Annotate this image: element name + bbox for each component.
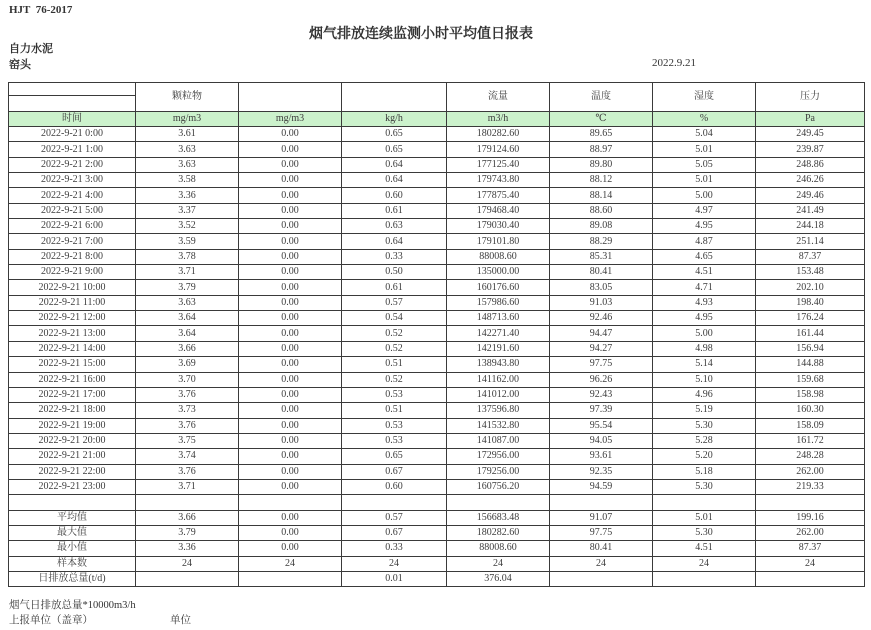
cell: 179101.80	[447, 234, 550, 249]
cell: 5.20	[653, 449, 756, 464]
cell: 5.04	[653, 127, 756, 142]
cell: 159.68	[756, 372, 865, 387]
cell: 0.00	[239, 449, 342, 464]
corner-cell-top	[9, 83, 136, 96]
cell: 179124.60	[447, 142, 550, 157]
cell: 0.60	[342, 188, 447, 203]
unit-m3h: m3/h	[447, 112, 550, 127]
cell: 0.64	[342, 234, 447, 249]
cell: 0.60	[342, 479, 447, 494]
cell: 4.71	[653, 280, 756, 295]
cell: 0.67	[342, 525, 447, 540]
cell: 91.03	[550, 295, 653, 310]
cell: 219.33	[756, 479, 865, 494]
unit-mgm3-1: mg/m3	[136, 112, 239, 127]
col-group-pressure: 压力	[756, 83, 865, 112]
cell: 5.01	[653, 173, 756, 188]
cell: 0.00	[239, 541, 342, 556]
cell: 141087.00	[447, 433, 550, 448]
unit-percent: %	[653, 112, 756, 127]
cell: 161.72	[756, 433, 865, 448]
cell: 0.61	[342, 280, 447, 295]
cell: 176.24	[756, 311, 865, 326]
cell: 2022-9-21 22:00	[9, 464, 136, 479]
cell: 3.76	[136, 464, 239, 479]
unit-header-row	[9, 112, 865, 127]
cell: 88.60	[550, 203, 653, 218]
cell: 4.98	[653, 341, 756, 356]
cell: 249.46	[756, 188, 865, 203]
cell: 3.37	[136, 203, 239, 218]
cell: 3.59	[136, 234, 239, 249]
cell: 2022-9-21 14:00	[9, 341, 136, 356]
cell: 0.00	[239, 173, 342, 188]
cell: 2022-9-21 11:00	[9, 295, 136, 310]
cell: 2022-9-21 8:00	[9, 249, 136, 264]
cell: 0.67	[342, 464, 447, 479]
cell: 91.07	[550, 510, 653, 525]
cell: 2022-9-21 18:00	[9, 403, 136, 418]
cell: 2022-9-21 21:00	[9, 449, 136, 464]
cell: 97.39	[550, 403, 653, 418]
table-row	[9, 387, 865, 402]
cell: 0.00	[239, 249, 342, 264]
monitoring-data-table	[8, 82, 865, 587]
cell: 0.00	[239, 219, 342, 234]
table-row	[9, 372, 865, 387]
summary-row	[9, 510, 865, 525]
cell: 0.53	[342, 433, 447, 448]
cell: 142271.40	[447, 326, 550, 341]
cell: 最大值	[9, 525, 136, 540]
cell: 0.00	[239, 127, 342, 142]
cell: 3.64	[136, 326, 239, 341]
cell: 0.00	[239, 464, 342, 479]
cell: 5.00	[653, 188, 756, 203]
cell: 3.64	[136, 311, 239, 326]
cell: 5.10	[653, 372, 756, 387]
cell: 94.05	[550, 433, 653, 448]
cell: 85.31	[550, 249, 653, 264]
table-row	[9, 142, 865, 157]
cell: 3.66	[136, 341, 239, 356]
cell: 0.51	[342, 357, 447, 372]
cell: 0.65	[342, 142, 447, 157]
cell: 0.52	[342, 341, 447, 356]
cell	[447, 495, 550, 510]
cell: 4.97	[653, 203, 756, 218]
cell: 5.14	[653, 357, 756, 372]
cell: 24	[550, 556, 653, 571]
company-name: 自力水泥	[9, 43, 53, 55]
cell: 3.75	[136, 433, 239, 448]
cell: 4.96	[653, 387, 756, 402]
col-group-flow: 流量	[447, 83, 550, 112]
cell: 0.53	[342, 418, 447, 433]
cell: 158.09	[756, 418, 865, 433]
cell: 88.97	[550, 142, 653, 157]
cell: 5.30	[653, 525, 756, 540]
unit-mgm3-2: mg/m3	[239, 112, 342, 127]
cell	[136, 571, 239, 586]
cell: 0.00	[239, 403, 342, 418]
table-row	[9, 464, 865, 479]
cell	[239, 571, 342, 586]
cell: 2022-9-21 4:00	[9, 188, 136, 203]
summary-row	[9, 556, 865, 571]
cell: 0.33	[342, 541, 447, 556]
table-row	[9, 326, 865, 341]
cell: 最小值	[9, 541, 136, 556]
cell: 4.93	[653, 295, 756, 310]
cell: 135000.00	[447, 265, 550, 280]
cell: 24	[756, 556, 865, 571]
table-row	[9, 311, 865, 326]
cell: 248.28	[756, 449, 865, 464]
cell: 0.00	[239, 203, 342, 218]
cell	[653, 571, 756, 586]
cell: 3.79	[136, 280, 239, 295]
cell: 日排放总量(t/d)	[9, 571, 136, 586]
cell: 161.44	[756, 326, 865, 341]
cell: 0.00	[239, 142, 342, 157]
cell: 3.63	[136, 295, 239, 310]
col-group-particulate: 颗粒物	[136, 83, 239, 112]
cell: 148713.60	[447, 311, 550, 326]
cell: 0.00	[239, 510, 342, 525]
cell: 3.52	[136, 219, 239, 234]
cell: 87.37	[756, 541, 865, 556]
cell: 0.00	[239, 280, 342, 295]
cell	[756, 495, 865, 510]
cell: 179256.00	[447, 464, 550, 479]
table-row	[9, 418, 865, 433]
cell: 2022-9-21 12:00	[9, 311, 136, 326]
cell: 376.04	[447, 571, 550, 586]
cell: 0.00	[239, 525, 342, 540]
cell: 0.00	[239, 234, 342, 249]
cell: 2022-9-21 17:00	[9, 387, 136, 402]
cell: 95.54	[550, 418, 653, 433]
cell: 0.00	[239, 188, 342, 203]
cell: 198.40	[756, 295, 865, 310]
cell: 88008.60	[447, 249, 550, 264]
col-group-humidity: 湿度	[653, 83, 756, 112]
cell: 4.51	[653, 265, 756, 280]
cell: 80.41	[550, 541, 653, 556]
cell: 241.49	[756, 203, 865, 218]
cell: 157986.60	[447, 295, 550, 310]
cell: 158.98	[756, 387, 865, 402]
cell: 177875.40	[447, 188, 550, 203]
standard-code: HJT 76-2017	[9, 4, 73, 16]
cell: 2022-9-21 15:00	[9, 357, 136, 372]
cell: 262.00	[756, 464, 865, 479]
cell: 0.00	[239, 295, 342, 310]
cell: 246.26	[756, 173, 865, 188]
table-row	[9, 341, 865, 356]
cell: 0.00	[239, 387, 342, 402]
cell: 0.00	[239, 326, 342, 341]
cell: 97.75	[550, 357, 653, 372]
table-row	[9, 188, 865, 203]
cell: 0.51	[342, 403, 447, 418]
cell: 0.50	[342, 265, 447, 280]
cell: 92.46	[550, 311, 653, 326]
cell: 92.35	[550, 464, 653, 479]
cell: 177125.40	[447, 157, 550, 172]
cell: 5.28	[653, 433, 756, 448]
cell	[342, 495, 447, 510]
cell: 179743.80	[447, 173, 550, 188]
cell: 94.27	[550, 341, 653, 356]
cell: 2022-9-21 6:00	[9, 219, 136, 234]
cell: 137596.80	[447, 403, 550, 418]
cell	[9, 495, 136, 510]
cell: 180282.60	[447, 127, 550, 142]
cell: 199.16	[756, 510, 865, 525]
cell: 179468.40	[447, 203, 550, 218]
table-row	[9, 403, 865, 418]
cell: 202.10	[756, 280, 865, 295]
cell: 2022-9-21 1:00	[9, 142, 136, 157]
table-row	[9, 173, 865, 188]
cell: 3.71	[136, 265, 239, 280]
cell: 4.51	[653, 541, 756, 556]
cell: 172956.00	[447, 449, 550, 464]
cell: 5.30	[653, 479, 756, 494]
cell: 0.52	[342, 372, 447, 387]
cell: 样本数	[9, 556, 136, 571]
cell: 89.08	[550, 219, 653, 234]
unit-pa: Pa	[756, 112, 865, 127]
cell: 3.66	[136, 510, 239, 525]
cell: 160.30	[756, 403, 865, 418]
cell: 2022-9-21 23:00	[9, 479, 136, 494]
cell: 3.74	[136, 449, 239, 464]
cell: 0.00	[239, 357, 342, 372]
cell: 5.18	[653, 464, 756, 479]
cell: 4.65	[653, 249, 756, 264]
cell: 5.00	[653, 326, 756, 341]
table-row	[9, 295, 865, 310]
cell: 251.14	[756, 234, 865, 249]
cell: 3.79	[136, 525, 239, 540]
cell: 2022-9-21 16:00	[9, 372, 136, 387]
cell: 0.00	[239, 157, 342, 172]
unit-label: 单位	[170, 615, 191, 626]
cell: 88008.60	[447, 541, 550, 556]
cell: 153.48	[756, 265, 865, 280]
cell: 2022-9-21 9:00	[9, 265, 136, 280]
cell: 138943.80	[447, 357, 550, 372]
cell: 3.58	[136, 173, 239, 188]
cell: 24	[136, 556, 239, 571]
table-row	[9, 219, 865, 234]
cell: 94.47	[550, 326, 653, 341]
summary-row	[9, 541, 865, 556]
station-name: 窑头	[9, 59, 31, 71]
cell: 141162.00	[447, 372, 550, 387]
cell: 142191.60	[447, 341, 550, 356]
cell: 5.05	[653, 157, 756, 172]
cell: 89.80	[550, 157, 653, 172]
cell: 94.59	[550, 479, 653, 494]
cell: 5.19	[653, 403, 756, 418]
cell: 0.00	[239, 372, 342, 387]
cell: 24	[653, 556, 756, 571]
cell: 92.43	[550, 387, 653, 402]
cell: 3.63	[136, 142, 239, 157]
cell: 3.76	[136, 387, 239, 402]
cell: 0.01	[342, 571, 447, 586]
cell: 80.41	[550, 265, 653, 280]
cell: 3.71	[136, 479, 239, 494]
cell: 144.88	[756, 357, 865, 372]
cell: 2022-9-21 19:00	[9, 418, 136, 433]
cell: 0.00	[239, 433, 342, 448]
unit-kgh: kg/h	[342, 112, 447, 127]
cell: 88.14	[550, 188, 653, 203]
cell: 2022-9-21 5:00	[9, 203, 136, 218]
cell: 2022-9-21 0:00	[9, 127, 136, 142]
cell: 0.54	[342, 311, 447, 326]
cell: 179030.40	[447, 219, 550, 234]
cell: 0.64	[342, 173, 447, 188]
cell: 5.30	[653, 418, 756, 433]
cell	[239, 495, 342, 510]
cell: 3.36	[136, 541, 239, 556]
cell: 262.00	[756, 525, 865, 540]
cell: 0.00	[239, 341, 342, 356]
cell: 0.65	[342, 127, 447, 142]
cell: 2022-9-21 13:00	[9, 326, 136, 341]
cell	[136, 495, 239, 510]
cell: 4.95	[653, 219, 756, 234]
cell: 141012.00	[447, 387, 550, 402]
cell	[550, 495, 653, 510]
cell: 244.18	[756, 219, 865, 234]
cell: 0.00	[239, 311, 342, 326]
cell: 88.12	[550, 173, 653, 188]
cell: 249.45	[756, 127, 865, 142]
cell: 160176.60	[447, 280, 550, 295]
cell: 97.75	[550, 525, 653, 540]
cell: 0.61	[342, 203, 447, 218]
flue-gas-total-note: 烟气日排放总量*10000m3/h	[9, 600, 136, 611]
cell	[756, 571, 865, 586]
report-title: 烟气排放连续监测小时平均值日报表	[309, 27, 533, 42]
cell: 160756.20	[447, 479, 550, 494]
cell: 0.57	[342, 295, 447, 310]
table-row	[9, 433, 865, 448]
cell: 4.95	[653, 311, 756, 326]
cell: 4.87	[653, 234, 756, 249]
cell	[550, 571, 653, 586]
table-row	[9, 280, 865, 295]
table-row	[9, 449, 865, 464]
cell: 0.33	[342, 249, 447, 264]
cell: 0.65	[342, 449, 447, 464]
group-header-row	[9, 83, 865, 96]
cell: 88.29	[550, 234, 653, 249]
time-header: 时间	[9, 112, 136, 127]
cell: 2022-9-21 3:00	[9, 173, 136, 188]
cell: 156683.48	[447, 510, 550, 525]
table-row	[9, 234, 865, 249]
cell: 2022-9-21 10:00	[9, 280, 136, 295]
table-row	[9, 249, 865, 264]
summary-row	[9, 525, 865, 540]
cell: 3.76	[136, 418, 239, 433]
corner-cell-bottom	[9, 96, 136, 112]
cell: 3.63	[136, 157, 239, 172]
cell: 3.78	[136, 249, 239, 264]
cell: 0.63	[342, 219, 447, 234]
col-group-blank-1	[239, 83, 342, 112]
reporting-unit-label: 上报单位（盖章）	[9, 615, 93, 626]
cell: 0.52	[342, 326, 447, 341]
table-row	[9, 157, 865, 172]
cell: 2022-9-21 7:00	[9, 234, 136, 249]
cell: 3.69	[136, 357, 239, 372]
cell: 0.00	[239, 479, 342, 494]
report-date: 2022.9.21	[652, 57, 696, 69]
cell: 3.36	[136, 188, 239, 203]
cell: 83.05	[550, 280, 653, 295]
spacer-row	[9, 495, 865, 510]
cell: 239.87	[756, 142, 865, 157]
cell: 平均值	[9, 510, 136, 525]
cell: 0.53	[342, 387, 447, 402]
cell: 3.73	[136, 403, 239, 418]
unit-celsius: ℃	[550, 112, 653, 127]
cell: 141532.80	[447, 418, 550, 433]
table-row	[9, 265, 865, 280]
cell: 248.86	[756, 157, 865, 172]
table-row	[9, 127, 865, 142]
col-group-blank-2	[342, 83, 447, 112]
cell: 93.61	[550, 449, 653, 464]
cell: 87.37	[756, 249, 865, 264]
cell: 24	[239, 556, 342, 571]
cell	[653, 495, 756, 510]
cell: 24	[342, 556, 447, 571]
table-row	[9, 357, 865, 372]
cell: 3.61	[136, 127, 239, 142]
cell: 0.64	[342, 157, 447, 172]
cell: 156.94	[756, 341, 865, 356]
table-row	[9, 203, 865, 218]
cell: 0.00	[239, 418, 342, 433]
cell: 24	[447, 556, 550, 571]
cell: 89.65	[550, 127, 653, 142]
table-row	[9, 479, 865, 494]
cell: 180282.60	[447, 525, 550, 540]
col-group-temperature: 温度	[550, 83, 653, 112]
cell: 2022-9-21 2:00	[9, 157, 136, 172]
cell: 5.01	[653, 510, 756, 525]
cell: 2022-9-21 20:00	[9, 433, 136, 448]
cell: 0.57	[342, 510, 447, 525]
cell: 96.26	[550, 372, 653, 387]
cell: 3.70	[136, 372, 239, 387]
summary-row	[9, 571, 865, 586]
cell: 0.00	[239, 265, 342, 280]
cell: 5.01	[653, 142, 756, 157]
